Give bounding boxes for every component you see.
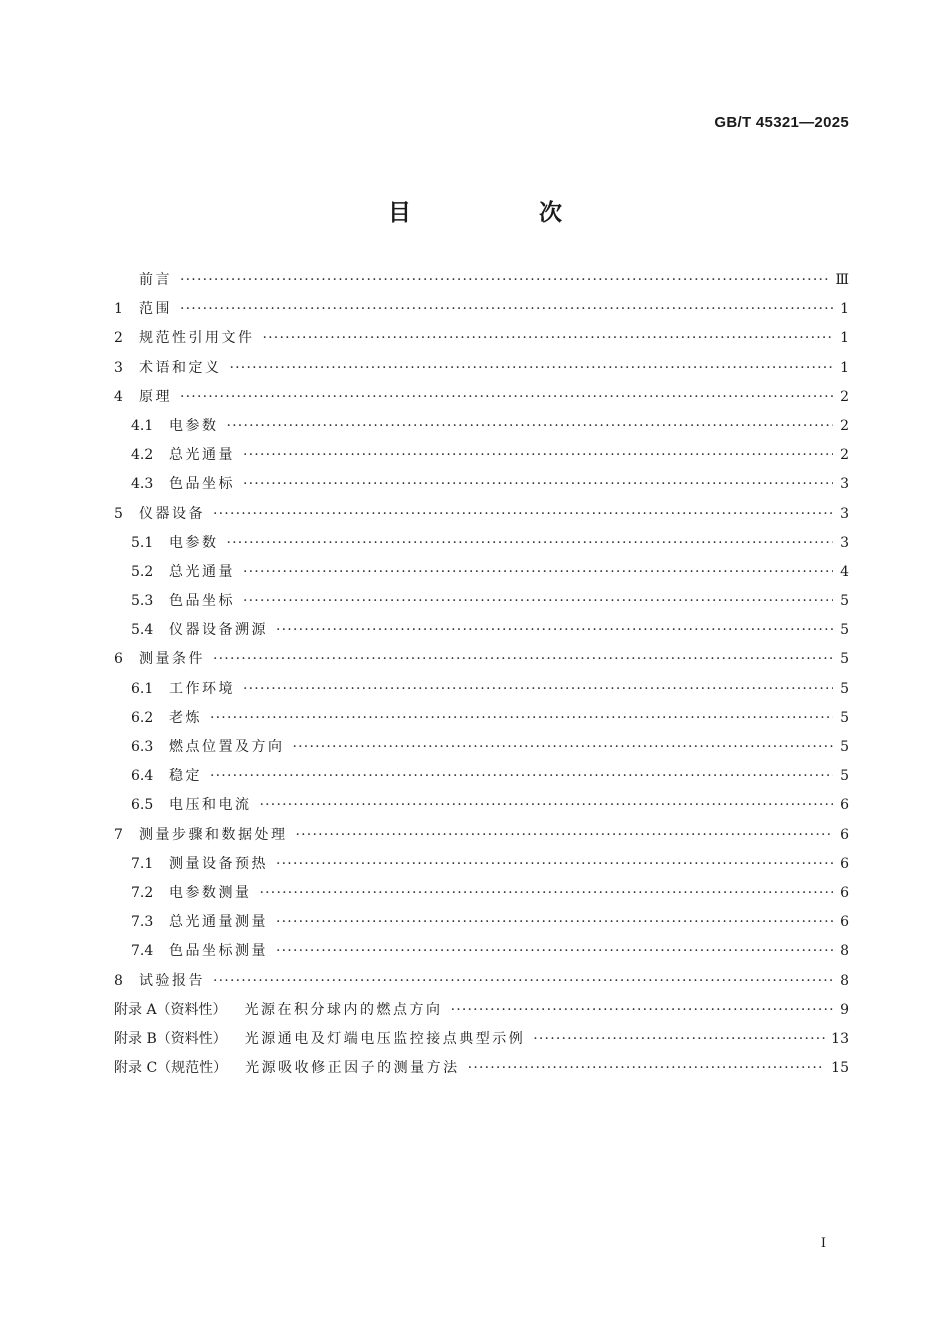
toc-entry-number: 附录 C（规范性） bbox=[114, 1060, 228, 1077]
toc-entry[interactable] bbox=[114, 1057, 849, 1086]
toc-entry-page: 5 bbox=[840, 651, 849, 668]
toc-entry-number: 6.2 bbox=[131, 709, 154, 726]
toc-entry[interactable] bbox=[114, 357, 849, 386]
toc-entry[interactable] bbox=[114, 590, 849, 619]
toc-entry[interactable] bbox=[114, 970, 849, 999]
toc-entry[interactable] bbox=[114, 503, 849, 532]
toc-entry-page: 6 bbox=[840, 797, 849, 814]
toc-entry-page: 6 bbox=[840, 855, 849, 872]
toc-entry[interactable] bbox=[114, 269, 849, 298]
dot-leader bbox=[180, 272, 829, 288]
toc-entry[interactable] bbox=[114, 736, 849, 765]
table-of-contents bbox=[114, 269, 849, 1086]
toc-entry[interactable] bbox=[114, 298, 849, 327]
toc-entry[interactable] bbox=[114, 619, 849, 648]
toc-entry[interactable] bbox=[114, 940, 849, 969]
toc-entry-label: 光源在积分球内的燃点方向 bbox=[244, 1001, 443, 1018]
toc-entry-label: 试验报告 bbox=[139, 972, 205, 989]
toc-entry-page: 1 bbox=[840, 330, 849, 347]
dot-leader bbox=[296, 827, 834, 843]
toc-entry-number: 7.4 bbox=[131, 943, 154, 960]
toc-entry-label: 光源通电及灯端电压监控接点典型示例 bbox=[244, 1030, 526, 1047]
toc-entry-number: 7 bbox=[114, 826, 123, 843]
toc-entry-page: 3 bbox=[840, 505, 849, 522]
toc-entry-page: 5 bbox=[840, 622, 849, 639]
dot-leader bbox=[243, 447, 833, 463]
toc-entry[interactable] bbox=[114, 882, 849, 911]
toc-entry[interactable] bbox=[114, 386, 849, 415]
toc-entry-label: 稳定 bbox=[169, 768, 202, 785]
toc-entry-number: 7.1 bbox=[131, 855, 154, 872]
toc-entry-number: 5.3 bbox=[131, 593, 154, 610]
toc-entry-label: 规范性引用文件 bbox=[139, 330, 255, 347]
toc-entry-page: Ⅲ bbox=[835, 272, 849, 288]
toc-entry[interactable] bbox=[114, 415, 849, 444]
dot-leader bbox=[533, 1031, 825, 1047]
dot-leader bbox=[213, 973, 833, 989]
toc-entry-number: 4 bbox=[114, 388, 123, 405]
toc-entry-page: 13 bbox=[831, 1030, 849, 1047]
toc-entry-number: 6.4 bbox=[131, 768, 154, 785]
toc-entry-label: 色品坐标 bbox=[169, 476, 235, 493]
toc-entry[interactable] bbox=[114, 824, 849, 853]
toc-entry-page: 5 bbox=[840, 739, 849, 755]
toc-entry[interactable] bbox=[114, 561, 849, 590]
toc-entry[interactable] bbox=[114, 648, 849, 677]
toc-entry-number: 5.1 bbox=[131, 534, 154, 551]
dot-leader bbox=[213, 651, 833, 667]
toc-entry[interactable] bbox=[114, 678, 849, 707]
toc-entry-label: 电压和电流 bbox=[169, 797, 252, 814]
toc-entry-label: 电参数 bbox=[169, 534, 219, 551]
toc-entry-label: 色品坐标 bbox=[169, 593, 235, 610]
toc-entry-number: 7.3 bbox=[131, 914, 154, 931]
toc-entry[interactable] bbox=[114, 853, 849, 882]
toc-entry-number: 附录 B（资料性） bbox=[114, 1030, 227, 1047]
toc-entry-label: 工作环境 bbox=[169, 680, 235, 697]
dot-leader bbox=[243, 681, 833, 697]
toc-entry-page: 9 bbox=[840, 1001, 849, 1018]
toc-entry-label: 色品坐标测量 bbox=[169, 943, 268, 960]
toc-entry-page: 5 bbox=[840, 768, 849, 785]
dot-leader bbox=[227, 418, 834, 434]
dot-leader bbox=[210, 768, 833, 784]
toc-entry-number: 7.2 bbox=[131, 884, 154, 901]
toc-entry-number: 8 bbox=[114, 972, 123, 989]
toc-entry-number: 6.3 bbox=[131, 739, 154, 755]
toc-entry-page: 15 bbox=[831, 1060, 849, 1077]
toc-entry-page: 6 bbox=[840, 884, 849, 901]
toc-entry-number: 6.1 bbox=[131, 680, 154, 697]
toc-entry[interactable] bbox=[114, 794, 849, 823]
toc-entry[interactable] bbox=[114, 327, 849, 356]
page-number: I bbox=[820, 1236, 826, 1251]
toc-entry-page: 1 bbox=[840, 359, 849, 376]
dot-leader bbox=[213, 506, 833, 522]
toc-entry[interactable] bbox=[114, 999, 849, 1028]
toc-entry-number: 2 bbox=[114, 330, 123, 347]
toc-entry-page: 3 bbox=[840, 476, 849, 493]
toc-entry-number: 附录 A（资料性） bbox=[114, 1001, 227, 1018]
toc-entry-label: 仪器设备溯源 bbox=[169, 622, 268, 639]
dot-leader bbox=[276, 622, 833, 638]
toc-entry[interactable] bbox=[114, 911, 849, 940]
dot-leader bbox=[260, 885, 834, 901]
toc-entry-label: 前言 bbox=[139, 272, 172, 288]
toc-entry-number: 5.4 bbox=[131, 622, 154, 639]
toc-entry-page: 2 bbox=[840, 388, 849, 405]
toc-entry-number: 1 bbox=[114, 301, 123, 318]
toc-entry-number: 4.2 bbox=[131, 447, 154, 464]
dot-leader bbox=[451, 1002, 833, 1018]
toc-entry-label: 总光通量 bbox=[169, 447, 235, 464]
dot-leader bbox=[468, 1060, 826, 1076]
toc-entry-number: 5.2 bbox=[131, 563, 154, 580]
dot-leader bbox=[263, 330, 834, 346]
dot-leader bbox=[227, 535, 834, 551]
toc-entry-label: 测量步骤和数据处理 bbox=[139, 826, 288, 843]
toc-entry-page: 5 bbox=[840, 709, 849, 726]
toc-entry-label: 范围 bbox=[139, 301, 172, 318]
dot-leader bbox=[180, 389, 833, 405]
toc-entry-number: 5 bbox=[114, 505, 123, 522]
dot-leader bbox=[243, 564, 833, 580]
toc-entry-page: 8 bbox=[840, 972, 849, 989]
toc-entry-page: 6 bbox=[840, 826, 849, 843]
toc-entry-label: 总光通量 bbox=[169, 563, 235, 580]
toc-entry[interactable] bbox=[114, 1028, 849, 1057]
toc-entry-page: 5 bbox=[840, 593, 849, 610]
toc-entry-page: 2 bbox=[840, 417, 849, 434]
dot-leader bbox=[276, 914, 833, 930]
toc-entry[interactable] bbox=[114, 765, 849, 794]
toc-entry-label: 仪器设备 bbox=[139, 505, 205, 522]
dot-leader bbox=[230, 360, 834, 376]
toc-entry-number: 6.5 bbox=[131, 797, 154, 814]
toc-entry-label: 电参数 bbox=[169, 417, 219, 434]
toc-entry-number: 6 bbox=[114, 651, 123, 668]
dot-leader bbox=[243, 476, 833, 492]
toc-entry-label: 光源吸收修正因子的测量方法 bbox=[245, 1060, 460, 1077]
toc-entry-label: 电参数测量 bbox=[169, 884, 252, 901]
toc-entry-page: 1 bbox=[840, 301, 849, 318]
toc-entry-number: 3 bbox=[114, 359, 123, 376]
toc-entry[interactable] bbox=[114, 532, 849, 561]
toc-entry-label: 术语和定义 bbox=[139, 359, 222, 376]
toc-entry[interactable] bbox=[114, 473, 849, 502]
standard-code: GB/T 45321—2025 bbox=[714, 114, 849, 131]
toc-entry-page: 4 bbox=[840, 563, 849, 580]
toc-entry[interactable] bbox=[114, 444, 849, 473]
dot-leader bbox=[260, 797, 834, 813]
dot-leader bbox=[276, 856, 833, 872]
toc-entry-label: 测量设备预热 bbox=[169, 855, 268, 872]
toc-entry-label: 总光通量测量 bbox=[169, 914, 268, 931]
dot-leader bbox=[293, 739, 834, 755]
toc-entry[interactable] bbox=[114, 707, 849, 736]
dot-leader bbox=[243, 593, 833, 609]
toc-entry-number: 4.1 bbox=[131, 417, 154, 434]
toc-entry-label: 测量条件 bbox=[139, 651, 205, 668]
dot-leader bbox=[276, 943, 833, 959]
toc-entry-page: 3 bbox=[840, 534, 849, 551]
toc-entry-page: 8 bbox=[840, 943, 849, 960]
toc-entry-label: 燃点位置及方向 bbox=[169, 739, 285, 755]
toc-entry-number: 4.3 bbox=[131, 476, 154, 493]
toc-entry-page: 6 bbox=[840, 914, 849, 931]
toc-entry-label: 原理 bbox=[139, 388, 172, 405]
toc-title: 目 次 bbox=[387, 200, 622, 226]
dot-leader bbox=[210, 710, 833, 726]
dot-leader bbox=[180, 301, 833, 317]
toc-entry-page: 5 bbox=[840, 680, 849, 697]
toc-entry-label: 老炼 bbox=[169, 709, 202, 726]
toc-entry-page: 2 bbox=[840, 447, 849, 464]
